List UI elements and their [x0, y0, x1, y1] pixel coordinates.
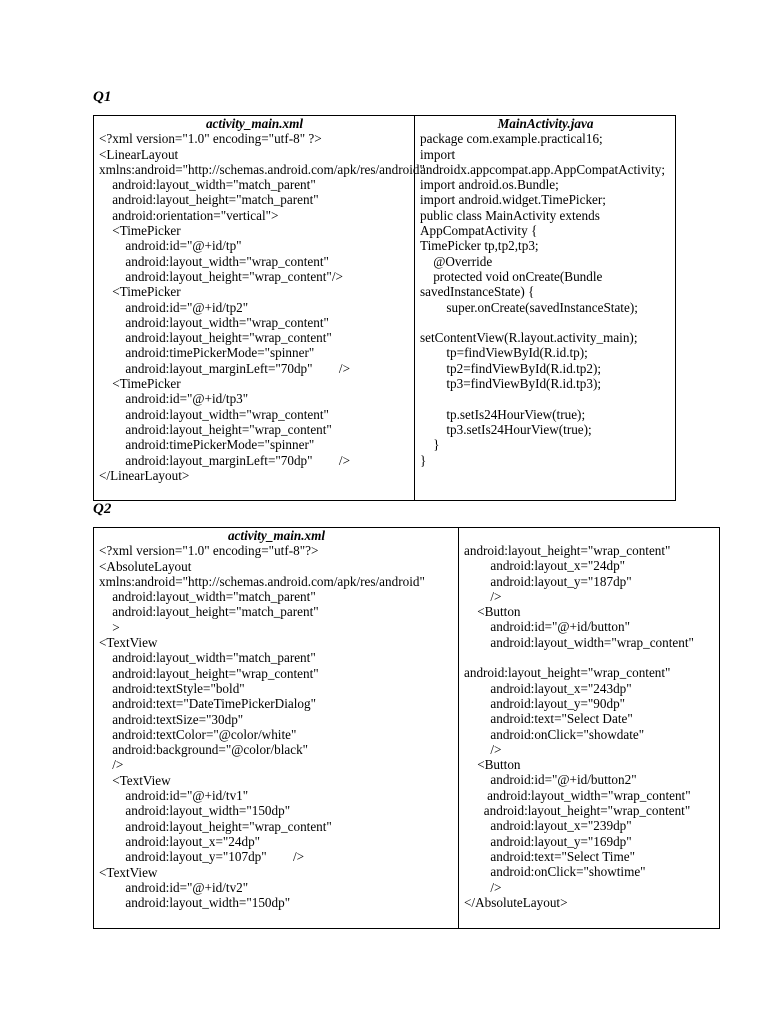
code-line: setContentView(R.layout.activity_main);: [420, 330, 638, 346]
code-line: protected void onCreate(Bundle savedInstanceState) {: [420, 268, 606, 300]
code-line: package com.example.practical16;: [420, 131, 603, 147]
code-line: android:layout_y="169dp": [464, 833, 632, 849]
q1-java-lines: [420, 131, 671, 468]
code-line: </AbsoluteLayout>: [464, 894, 568, 910]
code-line: android:id="@+id/tv2": [99, 879, 249, 895]
q1-java-header: MainActivity.java: [497, 116, 594, 131]
code-line: android:layout_height="match_parent": [99, 604, 319, 620]
code-line: tp3=findViewById(R.id.tp3);: [420, 376, 601, 392]
code-line: public class MainActivity extends AppCompatActivity {: [420, 207, 603, 239]
q1-code-table: [93, 115, 676, 501]
code-line: android:timePickerMode="spinner": [99, 345, 315, 361]
code-line: android:layout_height="match_parent": [99, 192, 319, 208]
code-line: android:id="@+id/button2": [464, 772, 637, 788]
code-line: [420, 315, 671, 330]
code-line: android:text="Select Time": [464, 848, 635, 864]
code-line: xmlns:android="http://schemas.android.com/apk/res/android": [99, 573, 425, 589]
q2-xml-left-cell: [94, 528, 459, 929]
code-line: android:timePickerMode="spinner": [99, 437, 315, 453]
code-line: android:text="Select Date": [464, 711, 633, 727]
code-line: android:layout_y="187dp": [464, 573, 632, 589]
code-line: <?xml version="1.0" encoding="utf-8"?>: [99, 543, 319, 559]
code-line: }: [420, 452, 427, 468]
code-line: <TextView: [99, 772, 171, 788]
code-line: xmlns:android="http://schemas.android.com/apk/res/android": [99, 161, 425, 177]
code-line: android:layout_height="wrap_content": [99, 665, 319, 681]
q2-xml-right-lines: [464, 543, 715, 910]
q1-xml-header: activity_main.xml: [205, 116, 304, 131]
code-line: android:layout_width="wrap_content": [464, 634, 694, 650]
q2-xml-right-cell: [459, 528, 720, 929]
code-line: @Override: [420, 253, 493, 269]
code-line: [464, 650, 715, 665]
code-line: android:background="@color/black": [99, 742, 309, 758]
code-line: tp2=findViewById(R.id.tp2);: [420, 360, 601, 376]
code-line: android:id="@+id/tv1": [99, 788, 249, 804]
code-line: tp=findViewById(R.id.tp);: [420, 345, 588, 361]
code-line: import android.widget.TimePicker;: [420, 192, 606, 208]
code-line: android:id="@+id/tp3": [99, 391, 249, 407]
code-line: <TimePicker: [99, 284, 181, 300]
code-line: <TimePicker: [99, 376, 181, 392]
code-line: [420, 391, 671, 406]
code-line: import android.os.Bundle;: [420, 177, 559, 193]
code-line: />: [464, 588, 502, 604]
code-line: />: [99, 757, 124, 773]
code-line: android:layout_y="107dp" />: [99, 849, 305, 865]
code-line: />: [464, 741, 502, 757]
code-line: android:layout_height="wrap_content"/>: [99, 268, 343, 284]
code-line: android:layout_width="match_parent": [99, 589, 316, 605]
q1-xml-lines: [99, 131, 425, 483]
code-line: <TextView: [99, 864, 158, 880]
code-line: android:layout_height="wrap_content": [99, 330, 332, 346]
code-line: android:layout_x="24dp": [99, 833, 261, 849]
code-line: android:textStyle="bold": [99, 680, 245, 696]
code-line: android:layout_height="wrap_content": [464, 803, 691, 819]
code-line: android:layout_height="wrap_content": [464, 665, 671, 681]
q2-xml-header: activity_main.xml: [227, 528, 326, 543]
code-line: <LinearLayout: [99, 146, 179, 162]
q1-label: Q1: [93, 89, 112, 105]
code-line: android:text="DateTimePickerDialog": [99, 696, 316, 712]
code-line: <?xml version="1.0" encoding="utf-8" ?>: [99, 131, 322, 147]
code-line: android:layout_width="wrap_content": [99, 406, 329, 422]
code-line: >: [99, 619, 120, 635]
code-line: android:layout_height="wrap_content": [99, 818, 332, 834]
code-line: android:layout_marginLeft="70dp" />: [99, 452, 351, 468]
code-line: }: [420, 437, 440, 453]
code-line: android:layout_width="wrap_content": [99, 314, 329, 330]
q1-xml-cell: [94, 116, 425, 501]
code-line: android:layout_height="wrap_content": [99, 421, 332, 437]
code-line: android:layout_x="243dp": [464, 680, 632, 696]
q2-xml-left-lines: [99, 543, 454, 910]
code-line: <TimePicker: [99, 223, 181, 239]
code-line: android:textSize="30dp": [99, 711, 244, 727]
code-line: android:layout_width="match_parent": [99, 650, 316, 666]
code-line: android:id="@+id/tp2": [99, 299, 249, 315]
code-line: android:layout_x="239dp": [464, 818, 632, 834]
code-line: </LinearLayout>: [99, 467, 190, 483]
code-line: android:onClick="showdate": [464, 726, 645, 742]
code-line: android:layout_y="90dp": [464, 695, 626, 711]
q1-java-cell: [415, 116, 676, 501]
code-line: android:id="@+id/button": [464, 619, 630, 635]
code-line: <TextView: [99, 635, 158, 651]
code-line: android:onClick="showtime": [464, 864, 646, 880]
code-line: android:layout_width="150dp": [99, 895, 291, 911]
code-line: TimePicker tp,tp2,tp3;: [420, 238, 539, 254]
q2-label: Q2: [93, 501, 112, 517]
code-line: android:layout_width="150dp": [99, 803, 291, 819]
code-line: <AbsoluteLayout: [99, 558, 192, 574]
code-line: />: [464, 879, 502, 895]
code-line: android:id="@+id/tp": [99, 238, 242, 254]
code-line: tp.setIs24HourView(true);: [420, 406, 586, 422]
code-line: android:layout_width="wrap_content": [464, 787, 691, 803]
code-line: import: [420, 146, 456, 162]
code-line: android:layout_height="wrap_content": [464, 543, 671, 558]
code-line: android:layout_width="match_parent": [99, 177, 316, 193]
code-line: <Button: [464, 757, 521, 773]
code-line: <Button: [464, 604, 521, 620]
code-line: android:layout_marginLeft="70dp" />: [99, 360, 351, 376]
code-line: super.onCreate(savedInstanceState);: [420, 299, 638, 315]
code-line: android:layout_width="wrap_content": [99, 253, 329, 269]
code-line: tp3.setIs24HourView(true);: [420, 421, 592, 437]
q2-code-table: [93, 527, 720, 929]
code-line: android:orientation="vertical">: [99, 207, 279, 223]
code-line: android:textColor="@color/white": [99, 726, 297, 742]
code-line: android:layout_x="24dp": [464, 558, 626, 574]
code-line: androidx.appcompat.app.AppCompatActivity;: [420, 161, 666, 177]
